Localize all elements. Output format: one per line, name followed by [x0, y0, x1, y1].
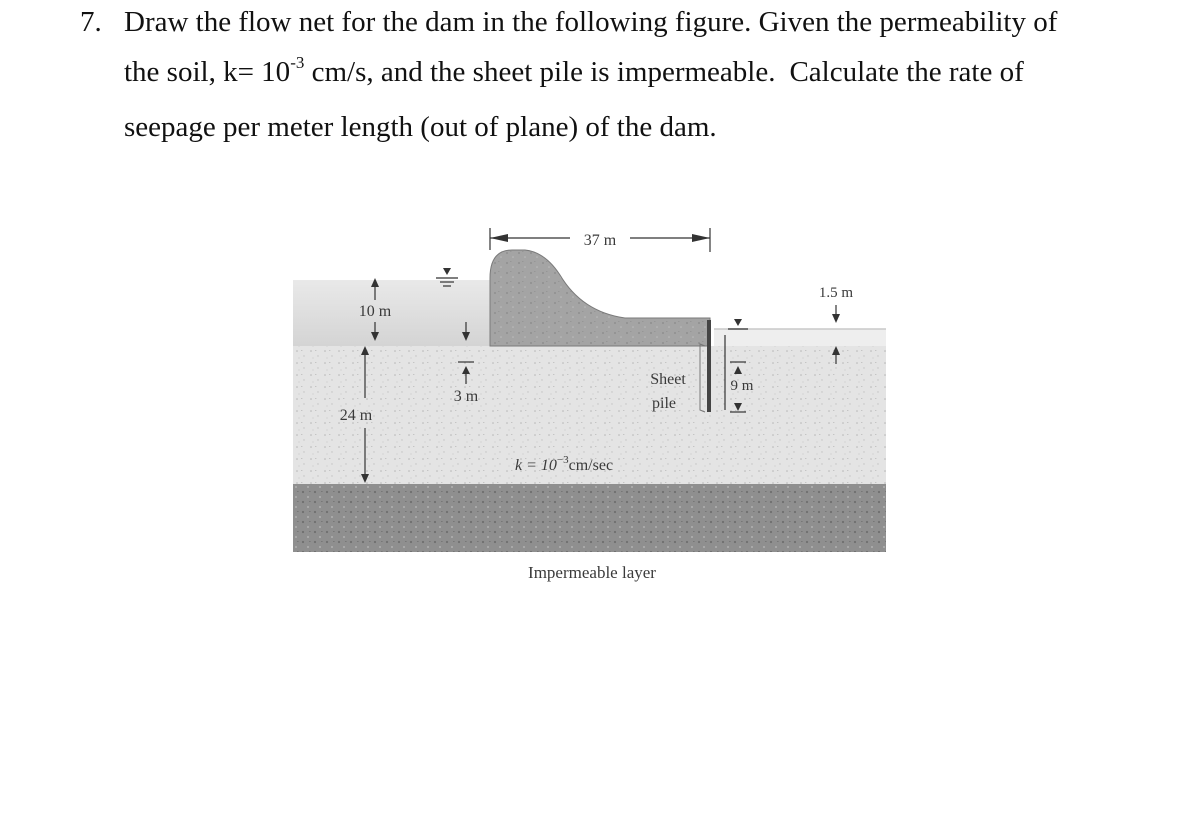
k-suffix: cm/sec [568, 457, 614, 474]
dam-body [490, 250, 710, 346]
impermeable-layer [293, 484, 886, 552]
question-line-2-post: Calculate the rate of [789, 56, 1024, 88]
upstream-water [293, 280, 493, 346]
question-line-2-pre: the soil, k= 10 [124, 56, 291, 88]
sheet-pile [707, 320, 711, 412]
sheet-pile-label-1: Sheet [650, 371, 686, 388]
dim-upstream-head: 10 m [358, 303, 392, 320]
question-number: 7. [80, 6, 102, 38]
dim-downstream-head: 1.5 m [818, 285, 854, 301]
k-prefix: k = 10 [515, 457, 557, 474]
question-line-1: Draw the flow net for the dam in the following figure. Given the permeability of [124, 6, 1058, 38]
k-exponent: −3 [556, 454, 569, 466]
exponent: -3 [290, 53, 305, 72]
dim-embed: 3 m [453, 388, 479, 405]
sheet-pile-label-2: pile [652, 395, 676, 412]
dim-dam-width: 37 m [583, 232, 617, 249]
question-line-2-mid: cm/s, and the sheet pile is impermeable. [304, 56, 776, 88]
dim-soil-depth: 24 m [339, 407, 373, 424]
impermeable-layer-label: Impermeable layer [528, 563, 656, 582]
dim-pile-depth: 9 m [730, 378, 754, 394]
downstream-water [714, 329, 886, 346]
question-line-3: seepage per meter length (out of plane) of the dam. [124, 111, 717, 143]
